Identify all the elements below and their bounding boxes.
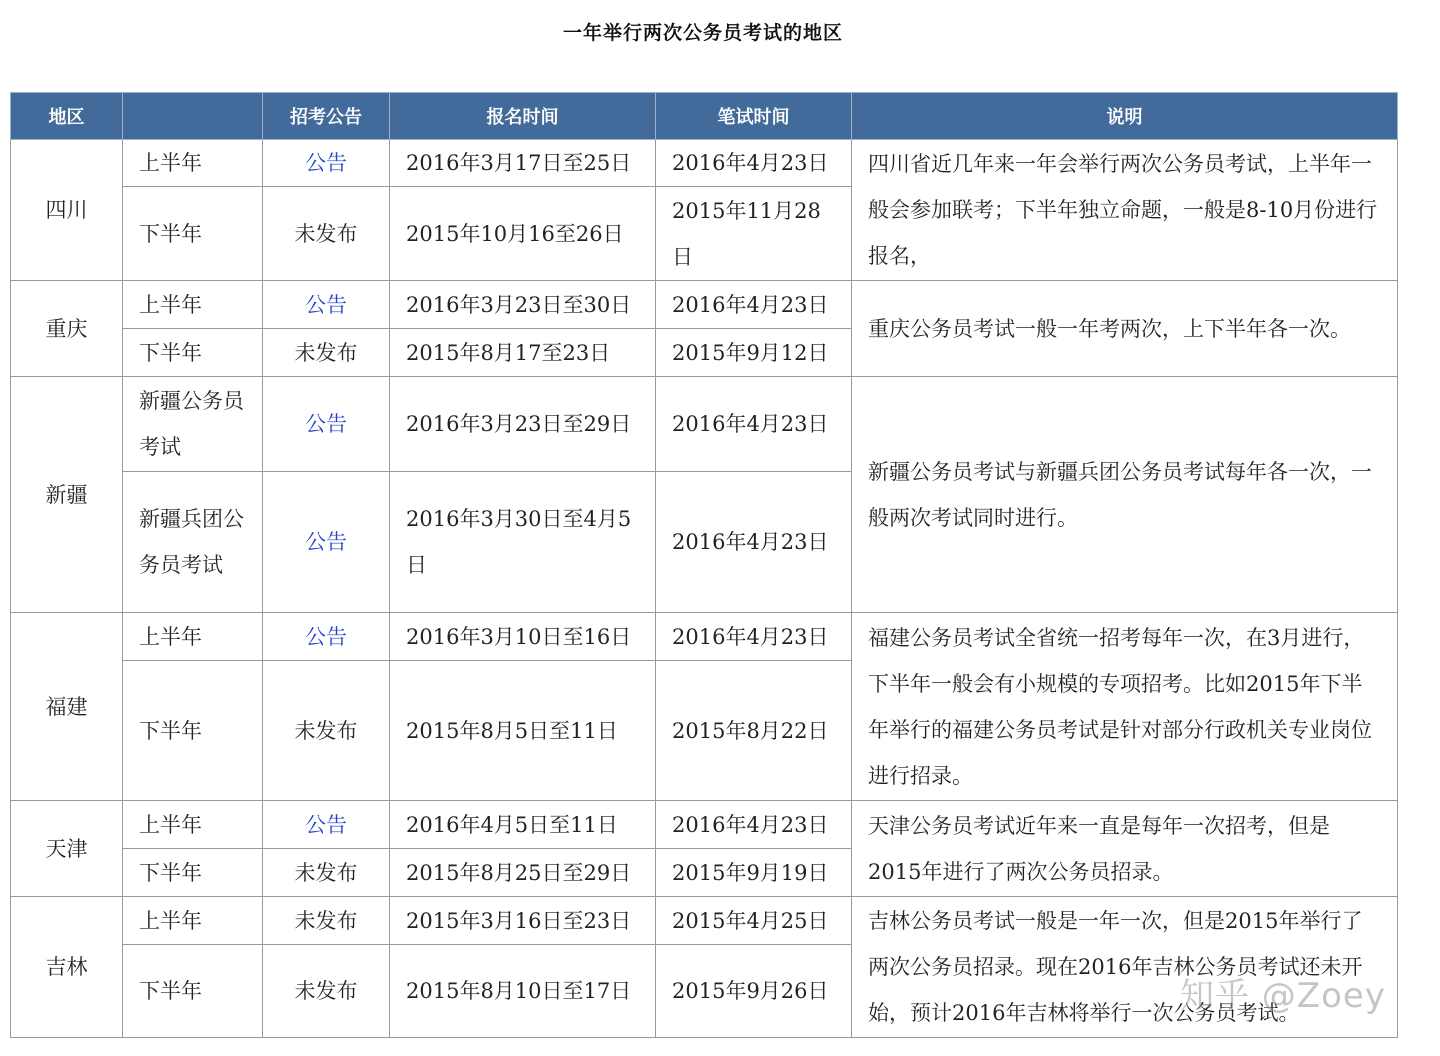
signup-cell: 2015年8月25日至29日 [390, 849, 656, 897]
half-cell: 下半年 [123, 187, 263, 281]
notice-cell: 未发布 [263, 661, 390, 801]
half-cell: 上半年 [123, 613, 263, 661]
signup-cell: 2016年3月17日至25日 [390, 140, 656, 187]
notice-cell [263, 140, 390, 187]
written-cell: 2016年4月23日 [656, 377, 852, 472]
written-cell: 2015年8月22日 [656, 661, 852, 801]
signup-cell: 2016年3月23日至30日 [390, 281, 656, 329]
signup-cell: 2015年8月5日至11日 [390, 661, 656, 801]
half-cell: 下半年 [123, 945, 263, 1038]
half-cell: 上半年 [123, 140, 263, 187]
written-cell: 2015年9月12日 [656, 329, 852, 377]
header-region: 地区 [11, 93, 123, 140]
written-cell: 2015年9月19日 [656, 849, 852, 897]
table-row [11, 377, 1398, 472]
notice-cell: 未发布 [263, 329, 390, 377]
desc-cell: 福建公务员考试全省统一招考每年一次，在3月进行，下半年一般会有小规模的专项招考。比如2015年下半年举行的福建公务员考试是针对部分行政机关专业岗位进行招录。 [852, 613, 1398, 801]
written-cell: 2015年11月28日 [656, 187, 852, 281]
notice-cell [263, 281, 390, 329]
signup-cell: 2015年10月16至26日 [390, 187, 656, 281]
notice-cell [263, 613, 390, 661]
header-desc: 说明 [852, 93, 1398, 140]
region-cell: 新疆 [11, 377, 123, 613]
signup-cell: 2016年4月5日至11日 [390, 801, 656, 849]
notice-cell [263, 472, 390, 613]
region-cell: 天津 [11, 801, 123, 897]
region-cell: 吉林 [11, 897, 123, 1038]
region-cell: 四川 [11, 140, 123, 281]
header-notice: 招考公告 [263, 93, 390, 140]
notice-link[interactable]: 公告 [305, 151, 347, 175]
region-cell: 重庆 [11, 281, 123, 377]
signup-cell: 2016年3月10日至16日 [390, 613, 656, 661]
half-cell: 上半年 [123, 281, 263, 329]
desc-cell: 天津公务员考试近年来一直是每年一次招考，但是2015年进行了两次公务员招录。 [852, 801, 1398, 897]
notice-link[interactable]: 公告 [305, 530, 347, 554]
written-cell: 2016年4月23日 [656, 472, 852, 613]
half-cell: 新疆兵团公务员考试 [123, 472, 263, 613]
table-row [11, 801, 1398, 849]
notice-cell: 未发布 [263, 897, 390, 945]
table-row [11, 140, 1398, 187]
signup-cell: 2016年3月30日至4月5日 [390, 472, 656, 613]
half-cell: 下半年 [123, 849, 263, 897]
table-row [11, 281, 1398, 329]
notice-cell: 未发布 [263, 945, 390, 1038]
header-signup: 报名时间 [390, 93, 656, 140]
page-title: 一年举行两次公务员考试的地区 [562, 22, 843, 44]
notice-cell [263, 801, 390, 849]
written-cell: 2016年4月23日 [656, 613, 852, 661]
table-row [11, 897, 1398, 945]
written-cell: 2015年4月25日 [656, 897, 852, 945]
watermark: 知乎 @Zoey [1180, 976, 1386, 1016]
signup-cell: 2015年8月10日至17日 [390, 945, 656, 1038]
notice-link[interactable]: 公告 [305, 412, 347, 436]
exam-schedule-table [10, 92, 1398, 1038]
written-cell: 2016年4月23日 [656, 801, 852, 849]
written-cell: 2016年4月23日 [656, 281, 852, 329]
signup-cell: 2015年8月17至23日 [390, 329, 656, 377]
desc-cell: 重庆公务员考试一般一年考两次，上下半年各一次。 [852, 281, 1398, 377]
half-cell: 上半年 [123, 897, 263, 945]
desc-cell: 新疆公务员考试与新疆兵团公务员考试每年各一次，一般两次考试同时进行。 [852, 377, 1398, 613]
written-cell: 2016年4月23日 [656, 140, 852, 187]
table-row [11, 613, 1398, 661]
notice-link[interactable]: 公告 [305, 624, 347, 649]
signup-cell: 2016年3月23日至29日 [390, 377, 656, 472]
table-header-row [11, 93, 1398, 140]
header-written: 笔试时间 [656, 93, 852, 140]
notice-cell: 未发布 [263, 187, 390, 281]
half-cell: 上半年 [123, 801, 263, 849]
notice-cell: 未发布 [263, 849, 390, 897]
half-cell: 下半年 [123, 329, 263, 377]
notice-link[interactable]: 公告 [305, 812, 347, 837]
region-cell: 福建 [11, 613, 123, 801]
desc-cell: 四川省近几年来一年会举行两次公务员考试，上半年一般会参加联考；下半年独立命题，一般是8-10月份进行报名， [852, 140, 1398, 281]
notice-cell [263, 377, 390, 472]
notice-link[interactable]: 公告 [305, 292, 347, 317]
header-half [123, 93, 263, 140]
signup-cell: 2015年3月16日至23日 [390, 897, 656, 945]
desc-cell: 吉林公务员考试一般是一年一次，但是2015年举行了两次公务员招录。现在2016年吉林公务员考试还未开始，预计2016年吉林将举行一次公务员考试。 [852, 897, 1398, 1038]
half-cell: 下半年 [123, 661, 263, 801]
half-cell: 新疆公务员考试 [123, 377, 263, 472]
written-cell: 2015年9月26日 [656, 945, 852, 1038]
